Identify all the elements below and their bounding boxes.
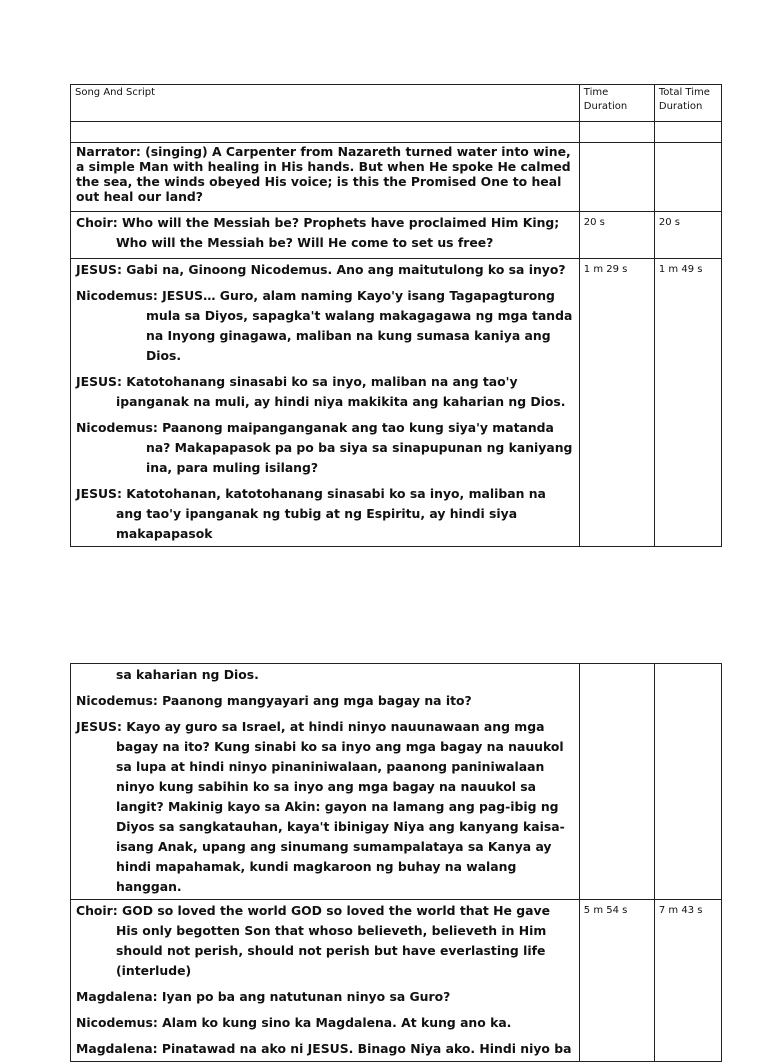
total-time-cell [654,143,721,212]
empty-cell [654,122,721,143]
script-cell [71,900,580,1062]
script-table-page-1 [70,84,722,547]
script-table-page-2 [70,663,722,1062]
empty-row [71,122,722,143]
total-time-value: 20 s [654,212,721,259]
jesus-line: JESUS: Gabi na, Ginoong Nicodemus. Ano ang maitutulong ko sa inyo? [76,262,566,277]
time-duration-value: 5 m 54 s [579,900,654,1062]
jesus-line: JESUS: Kayo ay guro sa Israel, at hindi ninyo nauunawaan ang mga bagay na ito? Kung sinabi ko sa inyo ang mga bagay na nauukol sa lupa at hindi ninyo pinaniniwalaan, paanong paniniwalaan ninyo kung sabihin ko sa inyo ang mga bagay na nauukol sa langit? Makinig kayo sa Akin: gayon na lamang ang pag-ibig ng Diyos sa sangkatauhan, kaya't ibinigay Niya ang kanyang kaisa-isang Anak, upang ang sinumang sumampalataya sa Kanya ay hindi mapahamak, kundi magkaroon ng buhay na walang hanggan. [76,719,565,894]
total-time-value: 1 m 49 s [654,259,721,547]
script-cell [71,143,580,212]
total-time-cell [654,664,721,900]
header-song-and-script: Song And Script [71,85,580,122]
nicodemus-line: Nicodemus: JESUS… Guro, alam naming Kayo'y isang Tagapagturong mula sa Diyos, sapagka't walang makagagawa ng mga tanda na Inyong ginagawa, maliban na kung sumasa kaniya ang Dios. [76,288,573,363]
choir-line: Choir: GOD so loved the world GOD so loved the world that He gave His only begotten Son that whoso believeth, believeth in Him should not perish, should not perish but have everlasting life (interlude) [76,903,550,978]
time-duration-value: 20 s [579,212,654,259]
total-time-value: 7 m 43 s [654,900,721,1062]
magdalena-line: Magdalena: Pinatawad na ako ni JESUS. Binago Niya ako. Hindi niyo ba [76,1041,572,1056]
table-row [71,900,722,1062]
table-row [71,212,722,259]
header-time-duration: Time Duration [579,85,654,122]
empty-cell [579,122,654,143]
narrator-line: Narrator: (singing) A Carpenter from Nazareth turned water into wine, a simple Man with healing in His hands. But when He spoke He calmed the sea, the winds obeyed His voice; is this the Promised One to heal out heal our land? [76,144,571,204]
jesus-line: JESUS: Katotohanan, katotohanang sinasabi ko sa inyo, maliban na ang tao'y ipanganak ng tubig at ng Espiritu, ay hindi siya makapapasok [76,486,546,541]
choir-line: Choir: Who will the Messiah be? Prophets have proclaimed Him King; Who will the Messiah be? Will He come to set us free? [76,215,560,250]
table-header-row [71,85,722,122]
script-cell [71,212,580,259]
nicodemus-line: Nicodemus: Paanong maipanganganak ang tao kung siya'y matanda na? Makapapasok pa po ba siya sa sinapupunan ng kaniyang ina, para muling isilang? [76,420,573,475]
continued-line: sa kaharian ng Dios. [116,667,259,682]
table-row [71,143,722,212]
time-cell [579,664,654,900]
time-duration-value: 1 m 29 s [579,259,654,547]
script-cell [71,664,580,900]
table-row [71,259,722,547]
magdalena-line: Magdalena: Iyan po ba ang natutunan ninyo sa Guro? [76,989,451,1004]
table-row [71,664,722,900]
jesus-line: JESUS: Katotohanang sinasabi ko sa inyo, maliban na ang tao'y ipanganak na muli, ay hindi niya makikita ang kaharian ng Dios. [76,374,566,409]
empty-cell [71,122,580,143]
header-total-time-duration: Total Time Duration [654,85,721,122]
script-cell [71,259,580,547]
nicodemus-line: Nicodemus: Alam ko kung sino ka Magdalena. At kung ano ka. [76,1015,512,1030]
nicodemus-line: Nicodemus: Paanong mangyayari ang mga bagay na ito? [76,693,472,708]
time-cell [579,143,654,212]
